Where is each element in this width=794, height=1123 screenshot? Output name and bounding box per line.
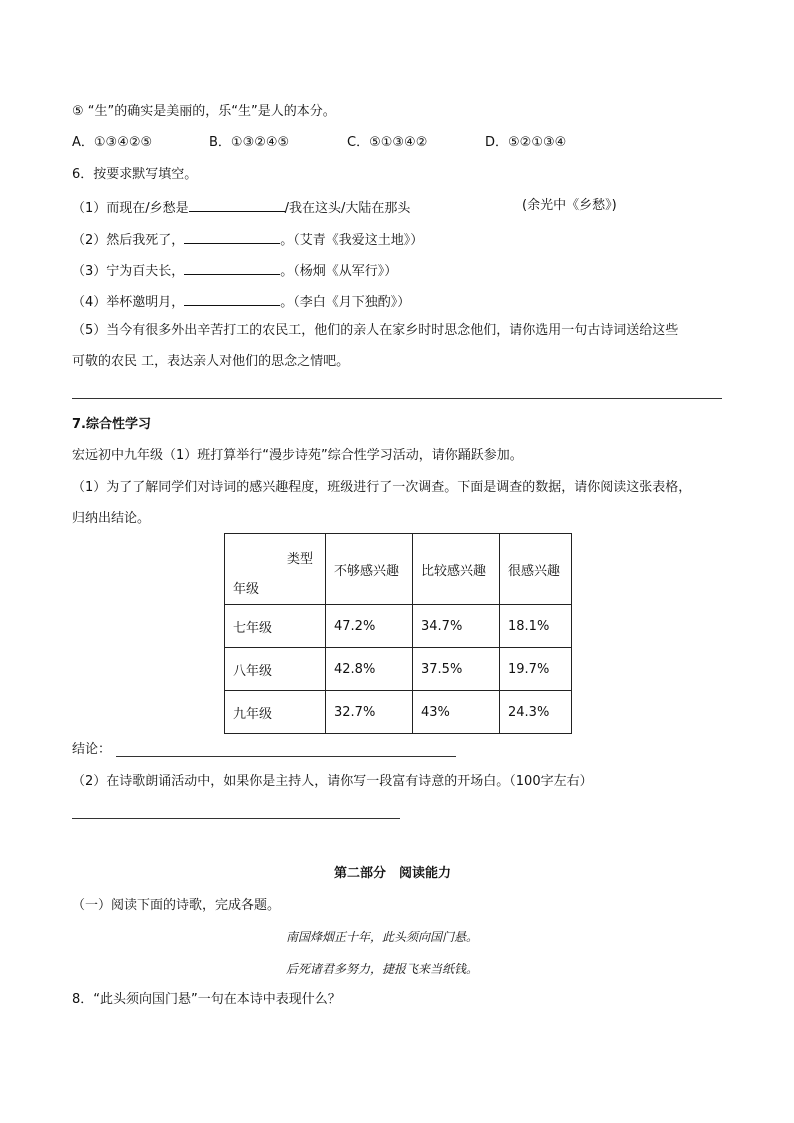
q6-item-3 (72, 260, 397, 281)
reading-intro: （一）阅读下面的诗歌，完成各题。 (72, 898, 281, 913)
conclusion-label: 结论： (72, 742, 112, 757)
row-header: 八年级 (225, 648, 326, 691)
table-cell: 43% (413, 691, 500, 734)
column-header: 不够感兴趣 (326, 534, 413, 605)
q7-intro: 宏远初中九年级（1）班打算举行“漫步诗苑”综合性学习活动，请你踊跃参加。 (72, 448, 523, 463)
column-header: 很感兴趣 (500, 534, 572, 605)
table-cell: 19.7% (500, 648, 572, 691)
q6-item-4-prefix: （4）举杯邀明月， (72, 295, 185, 310)
table-corner-cell (225, 534, 326, 605)
corner-label-type: 类型 (286, 552, 313, 567)
q6-item-2 (72, 229, 423, 250)
q5-option-a: A．①③④②⑤ (72, 135, 153, 150)
table-cell: 18.1% (500, 605, 572, 648)
q6-title: 6．按要求默写填空。 (72, 167, 198, 182)
table-cell: 47.2% (326, 605, 413, 648)
table-cell: 24.3% (500, 691, 572, 734)
q6-item-1-suffix: /我在这头/大陆在那头 (284, 201, 411, 216)
q6-item-1 (72, 197, 410, 218)
poem-line-2: 后死诸君多努力，捷报飞来当纸钱。 (286, 962, 479, 976)
q5-option-d: D．⑤②①③④ (485, 135, 567, 150)
poem-line-1: 南国烽烟正十年，此头须向国门悬。 (286, 930, 479, 944)
corner-label-grade: 年级 (233, 582, 260, 597)
row-header: 七年级 (225, 605, 326, 648)
q5-statement-5: ⑤ “生”的确实是美丽的，乐“生”是人的本分。 (72, 104, 336, 119)
q8-question: 8．“此头须向国门悬”一句在本诗中表现什么？ (72, 992, 341, 1007)
q6-item-1-prefix: （1）而现在/乡愁是 (72, 201, 189, 216)
table-cell: 42.8% (326, 648, 413, 691)
row-header: 九年级 (225, 691, 326, 734)
q7-part2: （2）在诗歌朗诵活动中，如果你是主持人，请你写一段富有诗意的开场白。（100字左右） (72, 774, 593, 789)
conclusion-answer-line[interactable] (116, 756, 456, 757)
q7-part1-line-2: 归纳出结论。 (72, 511, 151, 526)
column-header: 比较感兴趣 (413, 534, 500, 605)
table-cell: 37.5% (413, 648, 500, 691)
table-cell: 32.7% (326, 691, 413, 734)
q7-title: 7.综合性学习 (72, 417, 151, 432)
table-cell: 34.7% (413, 605, 500, 648)
q6-item-1-source: (余光中《乡愁》) (522, 198, 617, 213)
q6-item-5-line-1: （5）当今有很多外出辛苦打工的农民工，他们的亲人在家乡时时思念他们，请你选用一句古诗词送给这些 (72, 323, 679, 338)
answer-blank[interactable] (184, 229, 280, 244)
answer-blank[interactable] (184, 291, 280, 306)
q6-item-4-suffix: 。（李白《月下独酌》） (280, 295, 411, 310)
q6-item-2-prefix: （2）然后我死了， (72, 233, 185, 248)
table-row (225, 648, 572, 691)
q7-part1-line-1: （1）为了了解同学们对诗词的感兴趣程度，班级进行了一次调查。下面是调查的数据，请你阅读这张表格， (72, 480, 692, 495)
section-heading: 第二部分 阅读能力 (334, 866, 452, 881)
table-row (225, 691, 572, 734)
table-header-row (225, 534, 572, 605)
q6-item-4 (72, 291, 410, 312)
q5-option-b: B．①③②④⑤ (209, 135, 290, 150)
answer-line[interactable] (72, 818, 400, 819)
q5-option-c: C．⑤①③④② (347, 135, 428, 150)
answer-blank[interactable] (189, 197, 285, 212)
answer-blank[interactable] (184, 260, 280, 275)
survey-table (224, 533, 572, 734)
q6-item-3-suffix: 。（杨炯《从军行》） (280, 264, 398, 279)
q6-item-3-prefix: （3）宁为百夫长， (72, 264, 185, 279)
answer-line[interactable] (72, 398, 722, 399)
table-row (225, 605, 572, 648)
q6-item-2-suffix: 。（艾青《我爱这土地》） (280, 233, 424, 248)
q6-item-5-line-2: 可敬的农民 工，表达亲人对他们的思念之情吧。 (72, 354, 350, 369)
